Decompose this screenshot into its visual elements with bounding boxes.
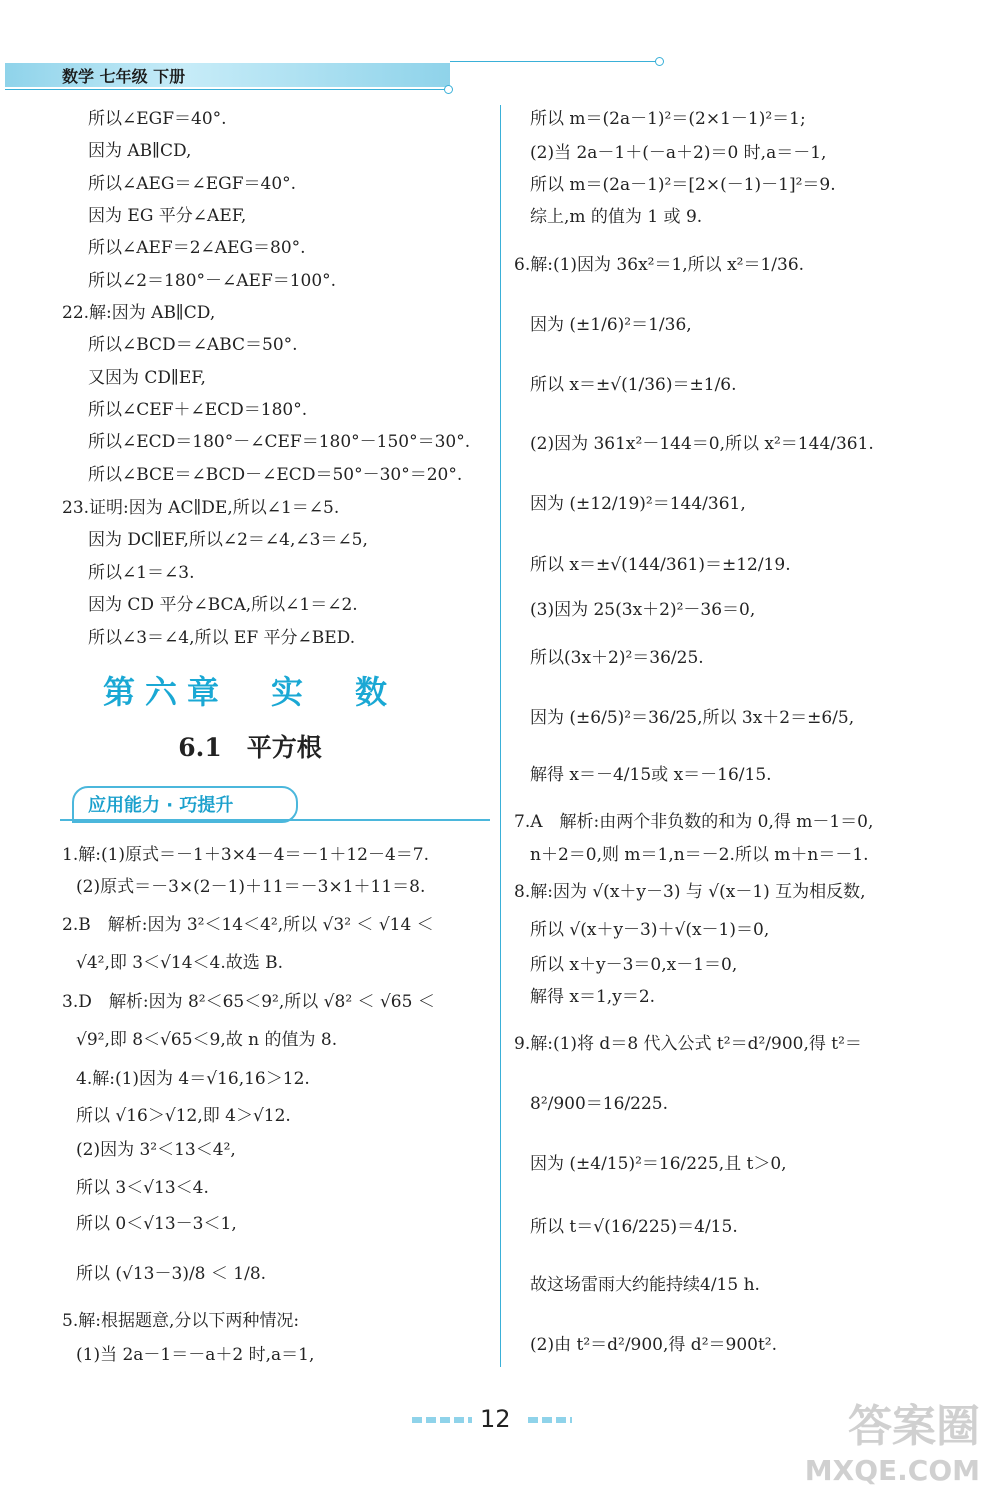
text-line: 所以 √16＞√12,即 4＞√12. [76,1106,291,1126]
text-line: 所以∠AEG＝∠EGF＝40°. [88,174,297,194]
header-rule [450,61,660,62]
text-line: 因为 (±4/15)²＝16/225,且 t＞0, [530,1154,787,1174]
text-line: 所以 3＜√13＜4. [76,1178,209,1198]
text-line: (2)由 t²＝d²/900,得 d²＝900t². [530,1335,778,1355]
header-dot-icon [444,85,453,94]
text-line: 所以 t＝√(16/225)＝4/15. [530,1217,738,1237]
page-deco-left [412,1417,472,1423]
text-line: 3.D 解析:因为 8²＜65＜9²,所以 √8² ＜ √65 ＜ [62,992,435,1012]
text-line: √9²,即 8＜√65＜9,故 n 的值为 8. [76,1030,338,1050]
watermark-url: MXQE.COM [804,1454,980,1487]
text-line: 所以(3x＋2)²＝36/25. [530,648,704,668]
text-line: 所以 (√13－3)/8 ＜ 1/8. [76,1264,267,1284]
text-line: 4.解:(1)因为 4＝√16,16＞12. [76,1069,310,1089]
text-line: 解得 x＝－4/15或 x＝－16/15. [530,765,772,785]
text-line: 所以∠CEF＋∠ECD＝180°. [88,400,308,420]
text-line: 所以 x＋y－3＝0,x－1＝0, [530,955,738,975]
text-line: 所以∠2＝180°－∠AEF＝100°. [88,271,337,291]
text-line: 所以∠EGF＝40°. [88,109,227,129]
text-line: 因为 AB∥CD, [88,141,192,161]
text-line: (2)因为 3²＜13＜4², [76,1140,236,1160]
text-line: 所以 x＝±√(1/36)＝±1/6. [530,375,737,395]
text-line: 解得 x＝1,y＝2. [530,987,656,1007]
text-line: 9.解:(1)将 d＝8 代入公式 t²＝d²/900,得 t²＝ [514,1034,862,1054]
text-line: 因为 (±6/5)²＝36/25,所以 3x＋2＝±6/5, [530,708,855,728]
text-line: 因为 EG 平分∠AEF, [88,206,247,226]
text-line: 5.解:根据题意,分以下两种情况: [62,1311,300,1331]
text-line: 所以∠1＝∠3. [88,563,195,583]
text-line: 7.A 解析:由两个非负数的和为 0,得 m－1＝0, [514,812,874,832]
text-line: 23.证明:因为 AC∥DE,所以∠1＝∠5. [62,498,340,518]
banner-label: 应用能力 · 巧提升 [88,795,234,816]
watermark [805,1390,980,1487]
header-rule-bottom [5,89,450,90]
header-dot-icon [655,57,664,66]
text-line: 所以 m＝(2a－1)²＝(2×1－1)²＝1; [530,109,806,129]
text-line: 因为 (±1/6)²＝1/36, [530,315,692,335]
text-line: 所以∠AEF＝2∠AEG＝80°. [88,238,306,258]
text-line: 所以∠3＝∠4,所以 EF 平分∠BED. [88,628,356,648]
text-line: 因为 (±12/19)²＝144/361, [530,494,746,514]
text-line: (3)因为 25(3x＋2)²－36＝0, [530,600,756,620]
text-line: 所以 0＜√13－3＜1, [76,1214,237,1234]
column-divider [500,105,501,1367]
text-line: 所以∠ECD＝180°－∠CEF＝180°－150°＝30°. [88,432,471,452]
text-line: n＋2＝0,则 m＝1,n＝－2.所以 m＋n＝－1. [530,845,869,865]
text-line: 所以 √(x＋y－3)＋√(x－1)＝0, [530,920,770,940]
text-line: 所以∠BCD＝∠ABC＝50°. [88,335,298,355]
text-line: 2.B 解析:因为 3²＜14＜4²,所以 √3² ＜ √14 ＜ [62,915,434,935]
text-line: 所以 x＝±√(144/361)＝±12/19. [530,555,791,575]
text-line: 故这场雷雨大约能持续4/15 h. [530,1275,760,1295]
text-line: 8²/900＝16/225. [530,1094,669,1114]
text-line: 又因为 CD∥EF, [88,368,206,388]
text-line: 综上,m 的值为 1 或 9. [530,207,703,227]
text-line: 因为 DC∥EF,所以∠2＝∠4,∠3＝∠5, [88,530,368,550]
watermark-logo: 答案圈 [848,1401,980,1452]
text-line: 22.解:因为 AB∥CD, [62,303,216,323]
page-deco-right [528,1417,572,1423]
text-line: (2)原式＝－3×(2－1)＋11＝－3×1＋11＝8. [76,877,426,897]
text-line: (2)当 2a－1＋(－a＋2)＝0 时,a＝－1, [530,143,827,163]
banner-rule [60,819,490,821]
chapter-title: 第六章 实 数 [102,673,397,711]
section-title: 6.1 平方根 [178,733,322,762]
text-line: √4²,即 3＜√14＜4.故选 B. [76,953,284,973]
text-line: 所以 m＝(2a－1)²＝[2×(－1)－1]²＝9. [530,175,836,195]
text-line: (2)因为 361x²－144＝0,所以 x²＝144/361. [530,434,874,454]
text-line: 因为 CD 平分∠BCA,所以∠1＝∠2. [88,595,358,615]
page-number: 12 [480,1405,511,1433]
header-title: 数学 七年级 下册 [62,67,186,86]
text-line: 8.解:因为 √(x＋y－3) 与 √(x－1) 互为相反数, [514,882,866,902]
text-line: 所以∠BCE＝∠BCD－∠ECD＝50°－30°＝20°. [88,465,463,485]
text-line: 1.解:(1)原式＝－1＋3×4－4＝－1＋12－4＝7. [62,845,430,865]
text-line: 6.解:(1)因为 36x²＝1,所以 x²＝1/36. [514,255,805,275]
text-line: (1)当 2a－1＝－a＋2 时,a＝1, [76,1345,315,1365]
